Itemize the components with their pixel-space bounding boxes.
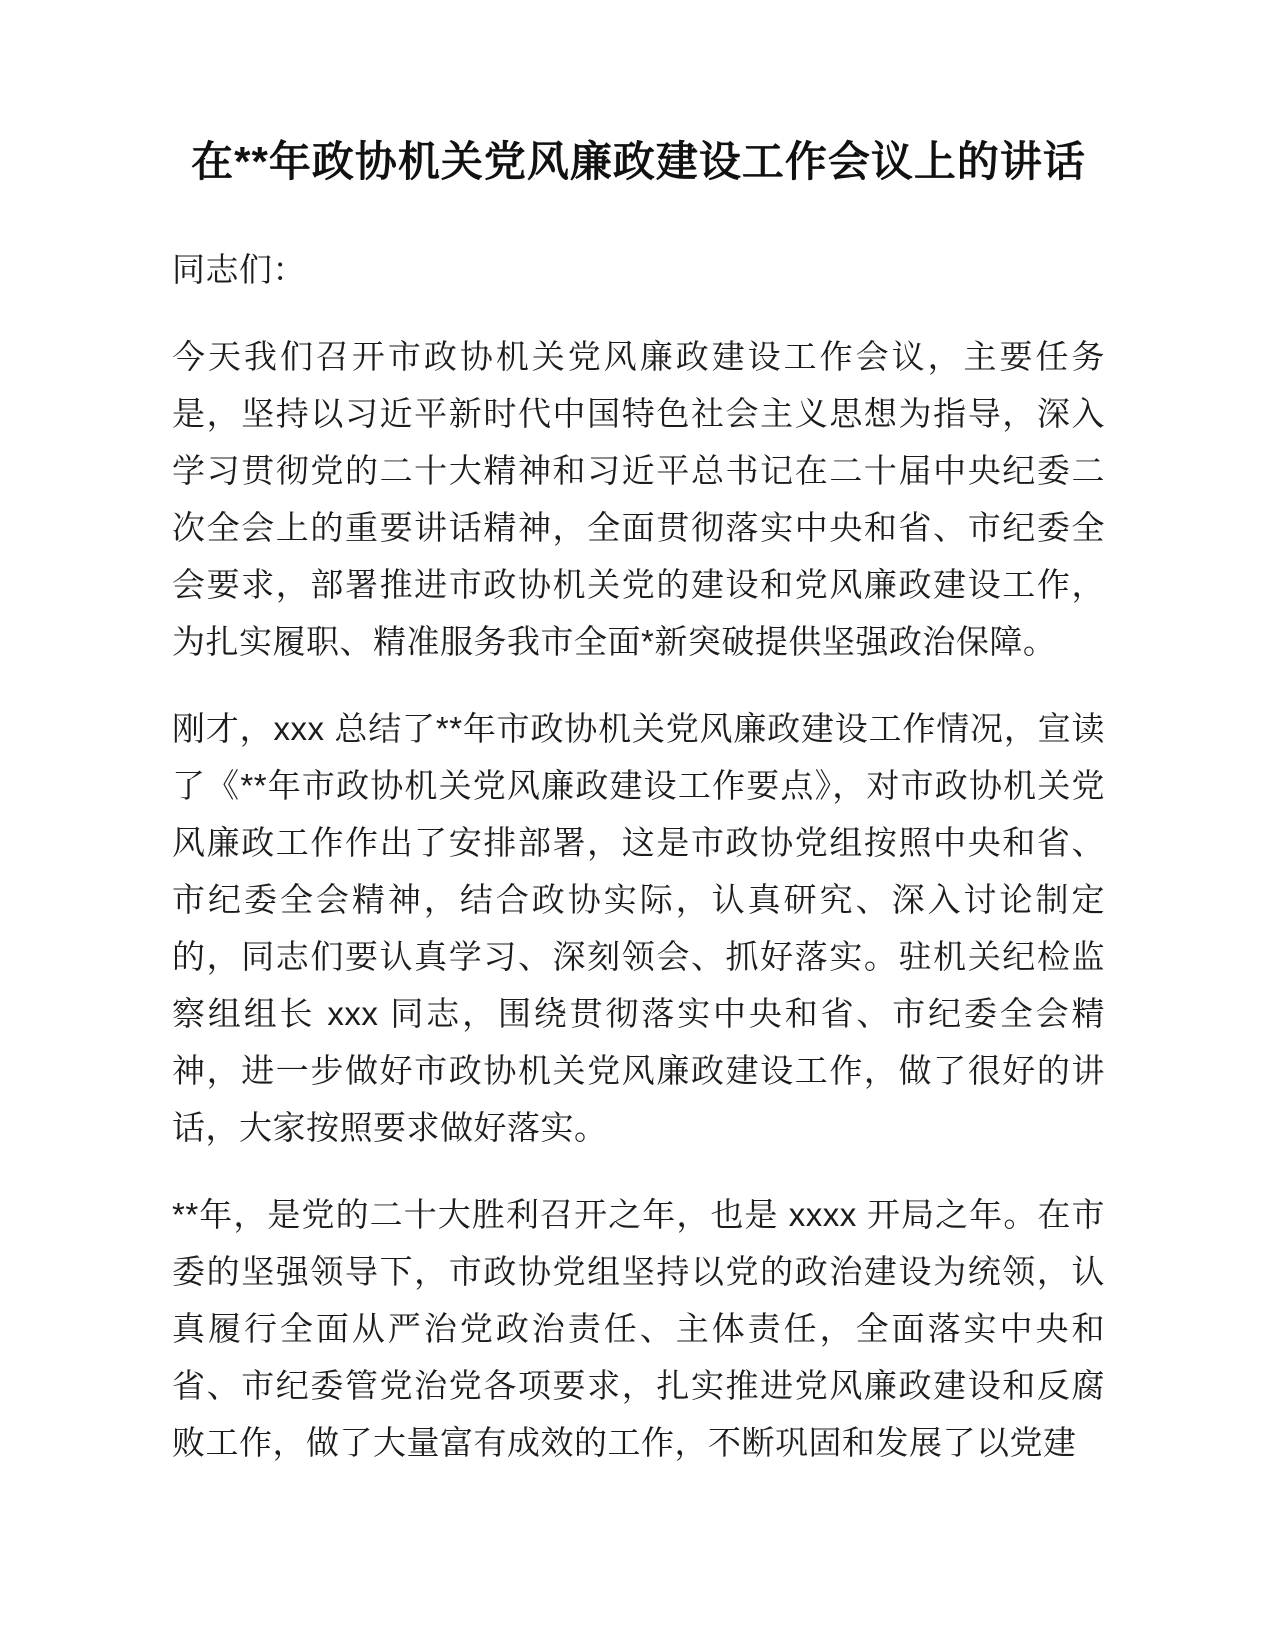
paragraph-work-summary: 刚才，xxx 总结了**年市政协机关党风廉政建设工作情况，宣读了《**年市政协机关党风廉政建设工作要点》，对市政协机关党风廉政工作作出了安排部署，这是市政协党组按照中央和省、市纪委全会精神，结合政协实际，认真研究、深入讨论制定的，同志们要认真学习、深刻领会、抓好落实。驻机关纪检监察组组长 xxx 同志，围绕贯彻落实中央和省、市纪委全会精神，进一步做好市政协机关党风廉政建设工作，做了很好的讲话，大家按照要求做好落实。 — [172, 710, 1105, 1147]
paragraph-salutation: 同志们： — [172, 251, 306, 289]
paragraph-year-review: **年，是党的二十大胜利召开之年，也是 xxxx 开局之年。在市委的坚强领导下，市政协党组坚持以党的政治建设为统领，认真履行全面从严治党政治责任、主体责任，全面落实中央和省、市纪委管党治党各项要求，扎实推进党风廉政建设和反腐败工作，做了大量富有成效的工作，不断巩固和发展了以党建 — [172, 1196, 1105, 1462]
document-title: 在**年政协机关党风廉政建设工作会议上的讲话 — [191, 138, 1086, 185]
paragraph-meeting-purpose: 今天我们召开市政协机关党风廉政建设工作会议，主要任务是，坚持以习近平新时代中国特色社会主义思想为指导，深入学习贯彻党的二十大精神和习近平总书记在二十届中央纪委二次全会上的重要讲话精神，全面贯彻落实中央和省、市纪委全会要求，部署推进市政协机关党的建设和党风廉政建设工作，为扎实履职、精准服务我市全面*新突破提供坚强政治保障。 — [172, 338, 1105, 661]
